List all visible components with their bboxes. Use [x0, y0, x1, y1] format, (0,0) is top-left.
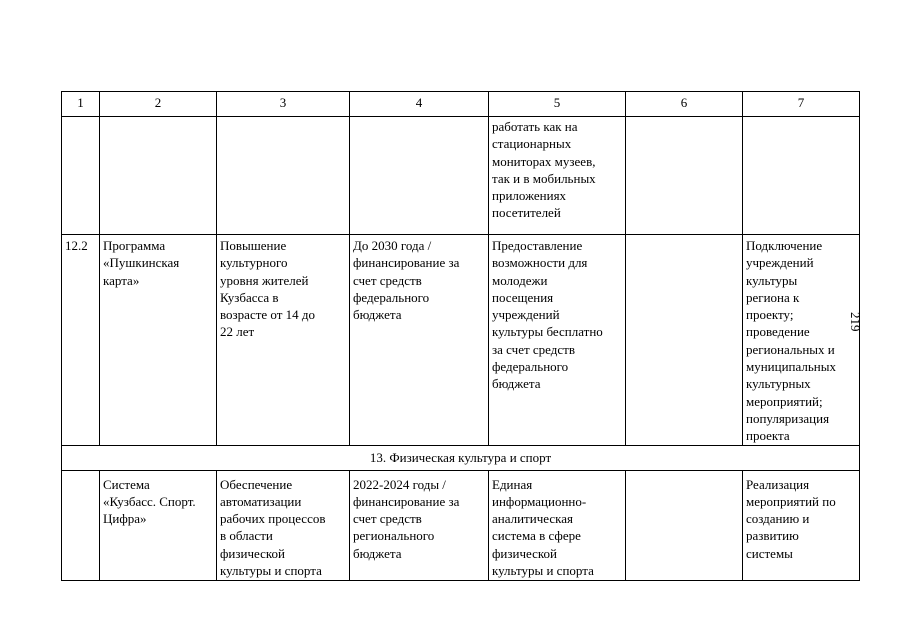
- table-cell: [100, 117, 217, 235]
- table-cell: [62, 117, 100, 235]
- row-number-cell: 12.2: [62, 235, 100, 446]
- column-number-row: [62, 92, 860, 117]
- section-heading-row: [62, 445, 860, 470]
- description-cell: Предоставление возможности для молодежи посещения учреждений культуры бесплатно за счет средств федерального бюджета: [489, 235, 626, 446]
- column-number-7: 7: [743, 92, 860, 117]
- activities-cell: Подключение учреждений культуры региона к проекту; проведение региональных и муниципальных культурных мероприятий; популяризация проекта: [743, 235, 860, 446]
- column-number-4: 4: [350, 92, 489, 117]
- column-number-2: 2: [100, 92, 217, 117]
- table-cell: работать как на стационарных мониторах музеев, так и в мобильных приложениях посетителей: [489, 117, 626, 235]
- table-cell: [626, 117, 743, 235]
- table-cell: [626, 235, 743, 446]
- goal-cell: Обеспечение автоматизации рабочих процессов в области физической культуры и спорта: [217, 470, 350, 580]
- column-number-3: 3: [217, 92, 350, 117]
- table-cell: [350, 117, 489, 235]
- table-row-12-2: [62, 235, 860, 446]
- continuation-row: [62, 117, 860, 235]
- table-row-13-1: [62, 470, 860, 580]
- section-heading: 13. Физическая культура и спорт: [62, 445, 860, 470]
- column-number-1: 1: [62, 92, 100, 117]
- program-name-cell: Система «Кузбасс. Спорт. Цифра»: [100, 470, 217, 580]
- description-cell: Единая информационно- аналитическая система в сфере физической культуры и спорта: [489, 470, 626, 580]
- column-number-5: 5: [489, 92, 626, 117]
- timeline-funding-cell: 2022-2024 годы / финансирование за счет средств регионального бюджета: [350, 470, 489, 580]
- page-number: 219: [848, 312, 863, 332]
- column-number-6: 6: [626, 92, 743, 117]
- table-cell: [626, 470, 743, 580]
- timeline-funding-cell: До 2030 года / финансирование за счет средств федерального бюджета: [350, 235, 489, 446]
- activities-cell: Реализация мероприятий по созданию и развитию системы: [743, 470, 860, 580]
- table-cell: [217, 117, 350, 235]
- program-table: [61, 91, 860, 581]
- row-number-cell: [62, 470, 100, 580]
- table-cell: [743, 117, 860, 235]
- goal-cell: Повышение культурного уровня жителей Кузбасса в возрасте от 14 до 22 лет: [217, 235, 350, 446]
- program-name-cell: Программа «Пушкинская карта»: [100, 235, 217, 446]
